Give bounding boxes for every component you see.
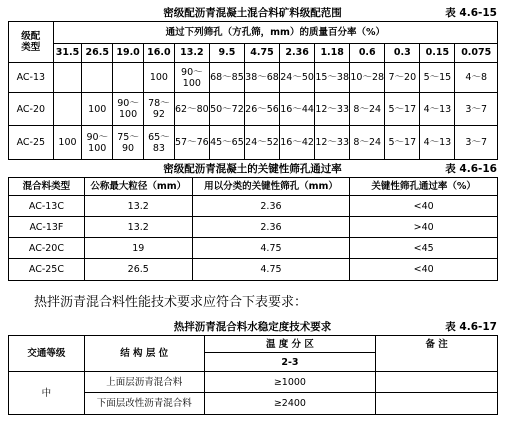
- table-cell: 26.5: [84, 259, 192, 281]
- table-cell: AC-13F: [9, 217, 85, 238]
- table-cell: 4～13: [420, 93, 455, 126]
- table-row: [9, 372, 498, 393]
- gradation-type: AC-13: [9, 63, 54, 93]
- table-cell: ≥2400: [204, 393, 376, 415]
- sieve-header: 1.18: [315, 43, 350, 62]
- table-cell: <40: [350, 259, 498, 281]
- table-cell: [113, 63, 144, 93]
- table-cell: 上面层沥青混合料: [84, 372, 204, 393]
- table3-header-layer: 结 构 层 位: [84, 336, 204, 372]
- table2-header: 公称最大粒径（mm）: [84, 178, 192, 196]
- table-cell: 12～33: [315, 126, 350, 160]
- table-row: [9, 259, 498, 281]
- table-cell: [376, 372, 498, 393]
- table1-header-type-text: 级配类型: [21, 31, 41, 53]
- table-cell: 26～56: [244, 93, 279, 126]
- table-cell: 4.75: [192, 238, 350, 259]
- table-cell: 100: [53, 126, 82, 160]
- table-row: [9, 196, 498, 217]
- table-cell: 4.75: [192, 259, 350, 281]
- table-cell: 62～80: [174, 93, 209, 126]
- table1-title: 密级配沥青混凝土混合料矿料级配范围: [163, 7, 342, 19]
- table-cell: 15～38: [315, 63, 350, 93]
- table-row: [9, 93, 498, 126]
- table-row: [9, 217, 498, 238]
- table-cell: 100: [143, 63, 174, 93]
- table2-header: 关键性筛孔通过率（%）: [350, 178, 498, 196]
- table-cell: 90～100: [174, 63, 209, 93]
- table-cell: 8～24: [350, 93, 385, 126]
- table-cell: 90～100: [82, 126, 113, 160]
- table-cell: [82, 63, 113, 93]
- table-cell: [53, 63, 82, 93]
- table-cell: 2.36: [192, 217, 350, 238]
- sieve-header: 0.15: [420, 43, 455, 62]
- sieve-header: 0.3: [385, 43, 420, 62]
- table3-zone-value: 2-3: [204, 353, 376, 372]
- table-cell: >40: [350, 217, 498, 238]
- table1-header-pass: 通过下列筛孔（方孔筛，mm）的质量百分率（%）: [53, 22, 497, 44]
- table-cell: 10～28: [350, 63, 385, 93]
- table-cell: 24～52: [244, 126, 279, 160]
- sieve-header: 2.36: [280, 43, 315, 62]
- table2-header: 混合料类型: [9, 178, 85, 196]
- table-cell: 38～68: [244, 63, 279, 93]
- sieve-header: 4.75: [244, 43, 279, 62]
- table1-caption: [0, 3, 505, 19]
- table-cell: AC-25C: [9, 259, 85, 281]
- sieve-header: 31.5: [53, 43, 82, 62]
- table1-gradation: [8, 21, 498, 160]
- table-cell: 5～17: [385, 126, 420, 160]
- table-cell: AC-13C: [9, 196, 85, 217]
- sieve-header: 0.075: [455, 43, 498, 62]
- table2-key-sieve: [8, 177, 498, 281]
- sieve-header: 19.0: [113, 43, 144, 62]
- sieve-header: 16.0: [143, 43, 174, 62]
- gradation-type: AC-20: [9, 93, 54, 126]
- table-row: [9, 238, 498, 259]
- table-cell: 45～65: [209, 126, 244, 160]
- table-cell: 65～83: [143, 126, 174, 160]
- table-cell: 8～24: [350, 126, 385, 160]
- table2-header: 用以分类的关键性筛孔（mm）: [192, 178, 350, 196]
- table-cell: 3～7: [455, 126, 498, 160]
- table3-title: 热拌沥青混合料水稳定度技术要求: [173, 321, 332, 333]
- table3-header-zone: 温 度 分 区: [204, 336, 376, 353]
- table-cell: 50～72: [209, 93, 244, 126]
- table-cell: 16～44: [280, 93, 315, 126]
- table1-header-type: [9, 22, 54, 63]
- table-cell: 5～15: [420, 63, 455, 93]
- table-cell: 5～17: [385, 93, 420, 126]
- table3-caption: [0, 317, 505, 333]
- table-cell: 12～33: [315, 93, 350, 126]
- table1-number: 表 4.6-15: [445, 7, 497, 19]
- table3-grade-value: 中: [9, 372, 85, 415]
- table-cell: 下面层改性沥青混合料: [84, 393, 204, 415]
- table-cell: 16～42: [280, 126, 315, 160]
- table-row: [9, 126, 498, 160]
- table-cell: 13.2: [84, 196, 192, 217]
- table3-header-note: 备 注: [376, 336, 498, 372]
- sieve-header: 9.5: [209, 43, 244, 62]
- table-cell: 24～50: [280, 63, 315, 93]
- table-cell: 7～20: [385, 63, 420, 93]
- table2-number: 表 4.6-16: [445, 163, 497, 175]
- table-cell: 57～76: [174, 126, 209, 160]
- table-cell: 90～100: [113, 93, 144, 126]
- table3-header-grade: 交通等级: [9, 336, 85, 372]
- table-cell: ≥1000: [204, 372, 376, 393]
- table-cell: 75～90: [113, 126, 144, 160]
- table-cell: [53, 93, 82, 126]
- gradation-type: AC-25: [9, 126, 54, 160]
- table3-water-stability: [8, 335, 498, 415]
- table-cell: 19: [84, 238, 192, 259]
- table-cell: 4～8: [455, 63, 498, 93]
- table-cell: 100: [82, 93, 113, 126]
- table2-title: 密级配沥青混凝土的关键性筛孔通过率: [163, 163, 342, 175]
- table2-caption: [0, 159, 505, 175]
- table-cell: AC-20C: [9, 238, 85, 259]
- table-cell: 13.2: [84, 217, 192, 238]
- sieve-header: 26.5: [82, 43, 113, 62]
- table-cell: 68～85: [209, 63, 244, 93]
- table-cell: 4～13: [420, 126, 455, 160]
- requirement-paragraph: 热拌沥青混合料性能技术要求应符合下表要求：: [34, 295, 308, 310]
- table-cell: 78～92: [143, 93, 174, 126]
- sieve-header: 0.6: [350, 43, 385, 62]
- table-cell: 3～7: [455, 93, 498, 126]
- sieve-header: 13.2: [174, 43, 209, 62]
- table-row: [9, 63, 498, 93]
- table3-number: 表 4.6-17: [445, 321, 497, 333]
- table-cell: 2.36: [192, 196, 350, 217]
- table-cell: [376, 393, 498, 415]
- table-cell: <40: [350, 196, 498, 217]
- table-cell: <45: [350, 238, 498, 259]
